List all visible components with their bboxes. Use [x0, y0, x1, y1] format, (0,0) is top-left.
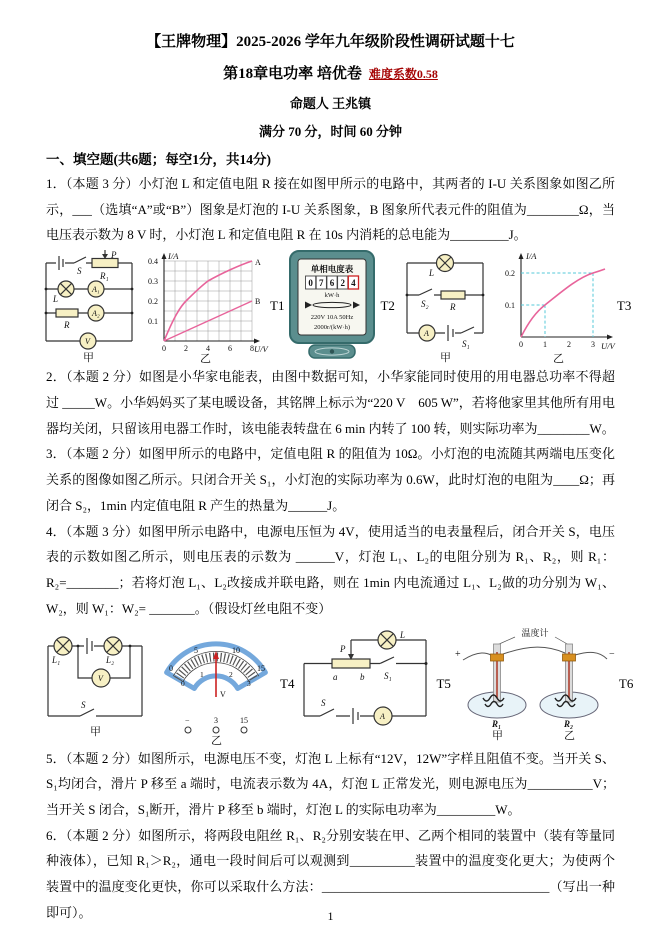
- plus-terminal-label: +: [454, 648, 461, 660]
- t3-label: T3: [616, 298, 632, 314]
- lamp-l1-label: L₁: [52, 654, 61, 665]
- meter-digit-2: 7: [319, 278, 325, 289]
- xtick-1: 1: [542, 340, 547, 350]
- unit-v-label: V: [220, 689, 226, 699]
- energy-meter: [284, 249, 380, 363]
- r2-label: R₂: [563, 718, 574, 729]
- graph-q3: [495, 249, 617, 363]
- t4-label: T4: [280, 675, 295, 691]
- switch-s2-label: S₂: [420, 299, 429, 310]
- outer-tick-15: 15: [257, 663, 265, 673]
- ammeter-a-label: A: [423, 329, 429, 339]
- t6-label: T6: [618, 675, 634, 691]
- device-right-caption: 乙: [563, 729, 575, 742]
- resistor-r-label: R: [449, 302, 456, 313]
- question-2: 2．（本题 2 分）如图是小华家电能表，由图中数据可知，小华家能同时使用的用电器总功率不得超过 _____W。小华妈妈买了某电暖设备，其铭牌上标示为“220 V 605 W”，若将他家里其他所有用电器均关闭，只留该用电器工作时，该电能表转盘在 6 min 内转了 100 转，则实际功率为________W。: [46, 369, 615, 436]
- ytick-01: 0.1: [504, 301, 515, 311]
- meter-digit-1: 0: [308, 278, 314, 289]
- connecting-wires: [463, 647, 607, 660]
- y-axis-label: I/A: [168, 251, 179, 262]
- end-a-label: a: [333, 671, 338, 682]
- t2-label: T2: [380, 298, 395, 314]
- r1-label: R₁: [491, 718, 502, 729]
- xtick-2: 2: [184, 344, 188, 354]
- circuit-q4: [36, 630, 154, 738]
- axes: [164, 257, 256, 341]
- t1-label: T1: [270, 298, 285, 314]
- inner-tick-1: 1: [200, 669, 204, 679]
- meter-seal-icon: [330, 350, 334, 354]
- end-b-label: b: [360, 671, 365, 682]
- x-axis-arrow-icon: [607, 335, 613, 340]
- question-6: 6．（本题 2 分）如图所示，将两段电阻丝 R₁、R₂分别安装在甲、乙两个相同的装置中（装有等量同种液体），已知 R₁＞R₂，通电一段时间后可以观测到__________装置中的温度变化更大；为使两个装置中的温度变化更快，你可以采取什么方法：___________________________________（写出一种即可）。: [46, 827, 615, 920]
- slider-p-label: P: [111, 250, 117, 261]
- collar-left: [490, 654, 503, 661]
- figure-row-1: [36, 249, 632, 364]
- xtick-2: 2: [566, 340, 571, 350]
- inner-tick-0: 0: [181, 678, 185, 688]
- meter-digit-4: 2: [340, 278, 346, 289]
- outer-tick-5: 5: [194, 645, 198, 655]
- switch-s1-label: S₁: [384, 670, 393, 681]
- curve-a-label: A: [255, 258, 261, 268]
- xtick-0: 0: [518, 340, 523, 350]
- subtitle-row: [46, 62, 615, 83]
- device-right: [540, 644, 598, 718]
- meter-revolutions: 2000r/(kW·h): [314, 324, 351, 332]
- switch-s1-label: S₁: [461, 339, 470, 350]
- circuit-q5: [294, 628, 436, 740]
- meter-digit-3: 6: [330, 278, 335, 289]
- meter-digit-5: 4: [351, 278, 357, 289]
- xtick-8: 8: [250, 344, 254, 354]
- ammeter-a2-label: A₂: [92, 309, 100, 319]
- device-left: [468, 644, 526, 718]
- meter-title: 单相电度表: [311, 264, 354, 275]
- graph-q1: [140, 249, 270, 363]
- y-axis-arrow-icon: [162, 253, 167, 259]
- voltmeter-caption: 乙: [211, 734, 222, 745]
- grid-lines: [164, 261, 252, 341]
- section-title: 一、填空题(共6题；每空1分，共14分): [46, 152, 271, 167]
- terminal-15-label: 15: [240, 715, 248, 725]
- inner-tick-2: 2: [229, 669, 233, 679]
- meter-unit: kW·h: [325, 292, 340, 300]
- xtick-0: 0: [162, 344, 166, 354]
- resistor-r-label: R: [64, 320, 70, 331]
- switch-s-label: S: [81, 699, 86, 710]
- ammeter-a-label: A: [380, 711, 386, 721]
- ytick-01: 0.1: [148, 317, 158, 327]
- xtick-3: 3: [590, 340, 595, 350]
- question-1: 1．（本题 3 分）小灯泡 L 和定值电阻 R 接在如图甲所示的电路中，其两者的 I-U 关系图象如图乙所示，___（选填“A”或“B”）图象是灯泡的 I-U 关系图象，B 图象所代表元件的阻值为________Ω，当电压表示数为 8 V 时，小灯泡 L 和定值电阻 R 在 10s 内消耗的总电能为_________J。: [46, 176, 615, 243]
- x-axis-label: U/V: [600, 341, 615, 352]
- difficulty-badge: 难度系数0.58: [368, 67, 438, 81]
- lamp-l-label: L: [53, 294, 59, 305]
- page-number: 1: [327, 909, 334, 923]
- slider-p-label: P: [340, 643, 346, 654]
- circuit-q3: [395, 249, 495, 363]
- thermometer-label: 温度计: [521, 627, 549, 638]
- ytick-04: 0.4: [148, 257, 158, 267]
- switch-s-label: S: [77, 266, 82, 277]
- ytick-03: 0.3: [148, 277, 158, 287]
- meter-specs: 220V 10A 50Hz: [311, 314, 354, 322]
- page-title: 【王牌物理】2025-2026 学年九年级阶段性调研试题十七: [146, 34, 515, 50]
- ytick-02: 0.2: [504, 269, 515, 279]
- question-5: 5．（本题 2 分）如图所示，电源电压不变，灯泡 L 上标有“12V，12W”字样且阻值不变。当开关 S、S₁均闭合，滑片 P 移至 a 端时，电流表示数为 4A，灯泡 L 正常发光，则电源电压为__________V；当开关 S 闭合，S₁断开，滑片 P 移至 b 端时，灯泡 L 的实际电功率为_________W。: [46, 750, 615, 818]
- rheostat-r1-label: R₁: [100, 271, 109, 282]
- ammeter-a1-label: A₁: [92, 285, 100, 295]
- devices-q6: [451, 626, 619, 742]
- xtick-4: 4: [206, 344, 210, 354]
- lamp-l-label: L: [428, 268, 434, 279]
- voltmeter-v-label: V: [98, 673, 103, 683]
- circuit-q1-caption: 甲: [83, 352, 94, 364]
- question-4: 4．（本题 3 分）如图甲所示电路中，电源电压恒为 4V，使用适当的电表量程后，闭合开关 S，电压表的示数如图乙所示，则电压表的示数为 ______V，灯泡 L₁、L₂的电阻分别为 R₁、R₂，则 R₁：R₂=________；若将灯泡 L₁、L₂改接成并联电路，则在 1min 内电流通过 L₁、L₂做的功分别为 W₁、W₂，则 W₁：W₂= _______。（假设灯丝电阻不变）: [46, 523, 615, 616]
- graph-q3-caption: 乙: [552, 353, 564, 364]
- circuit-q3-caption: 甲: [439, 352, 451, 364]
- terminal-posts: [185, 727, 247, 733]
- voltmeter-q4: [154, 623, 280, 745]
- lamp-iv-curve: [521, 269, 605, 337]
- xtick-6: 6: [228, 344, 232, 354]
- author-line: 命题人 王兆镇: [289, 96, 372, 111]
- graph-q1-caption: 乙: [200, 353, 211, 364]
- y-axis-arrow-icon: [518, 253, 523, 259]
- circuit-q1: [36, 249, 140, 363]
- x-axis-label: U/V: [254, 344, 268, 355]
- curve-b-label: B: [255, 297, 261, 307]
- question-3: 3．（本题 2 分）如图甲所示的电路中，定值电阻 R 的阻值为 10Ω。小灯泡的电流随其两端电压变化关系的图像如图乙所示。只闭合开关 S₁，小灯泡的实际功率为 0.6W，此时灯泡的电阻为____Ω；再闭合 S₂，1min 内定值电阻 R 产生的热量为______J。: [46, 446, 615, 513]
- x-axis-arrow-icon: [254, 339, 260, 344]
- minus-terminal-label: −: [608, 648, 615, 660]
- figure-row-2: [36, 623, 634, 745]
- lamp-l-label: L: [400, 629, 406, 640]
- lamp-l2-label: L₂: [106, 654, 115, 665]
- guide-lines: [521, 273, 593, 337]
- terminal-3-label: 3: [214, 715, 218, 725]
- t5-label: T5: [436, 675, 451, 691]
- device-left-caption: 甲: [491, 729, 503, 742]
- ytick-02: 0.2: [148, 297, 158, 307]
- score-time-line: 满分 70 分，时间 60 分钟: [258, 124, 402, 139]
- chapter-title: 第18章电功率 培优卷: [223, 66, 362, 82]
- circuit-q4-caption: 甲: [90, 725, 101, 738]
- switch-s-label: S: [321, 697, 326, 708]
- outer-tick-10: 10: [232, 645, 240, 655]
- terminal-minus-label: −: [185, 715, 190, 725]
- inner-tick-3: 3: [247, 678, 251, 688]
- outer-tick-0: 0: [169, 663, 173, 673]
- y-axis-label: I/A: [525, 251, 537, 262]
- collar-right: [562, 654, 575, 661]
- voltmeter-v-label: V: [85, 337, 90, 347]
